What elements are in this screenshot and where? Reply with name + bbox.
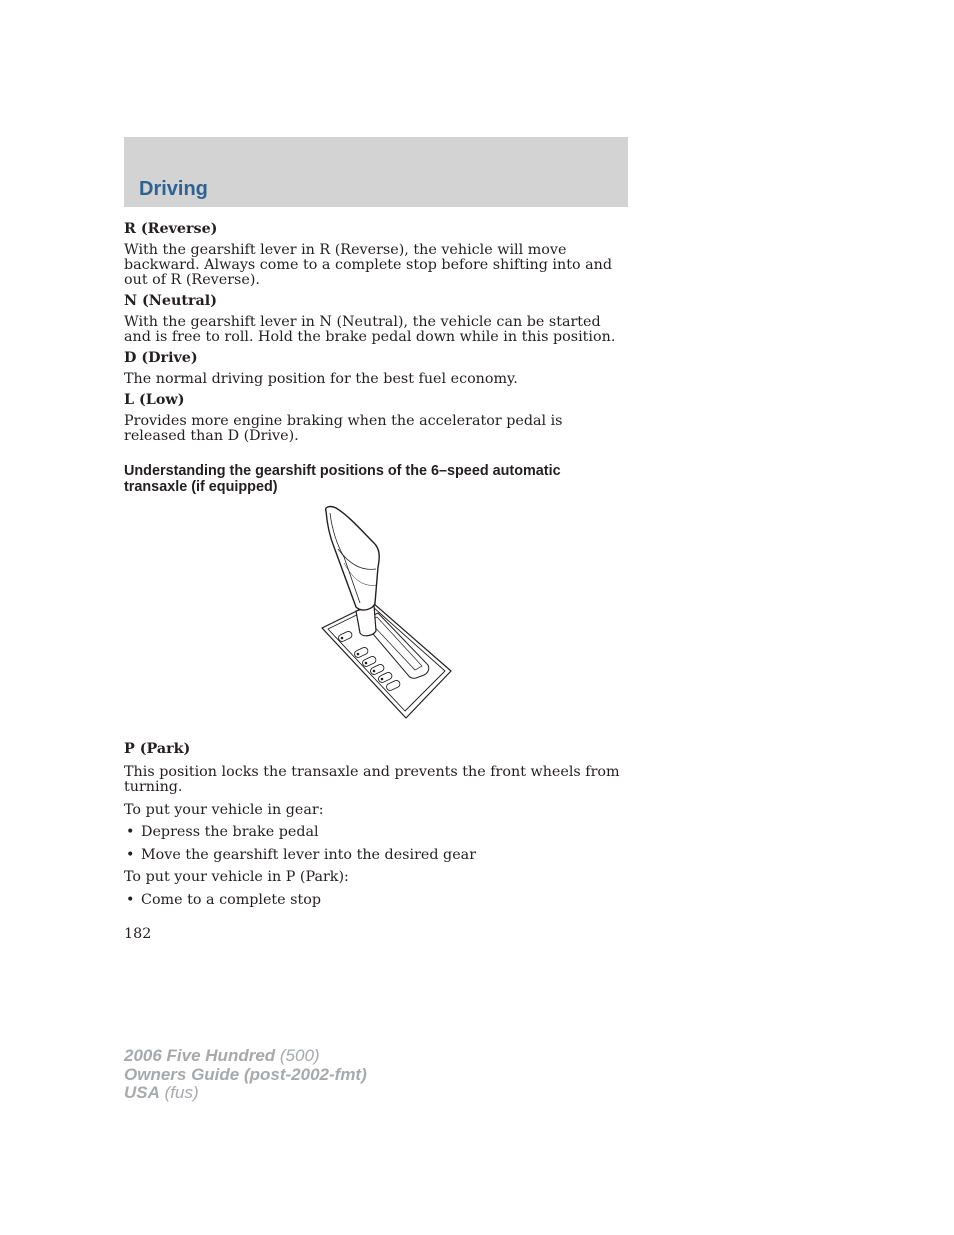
section-title: Driving [139, 178, 208, 200]
neutral-term: N (Neutral) [124, 293, 217, 309]
park-term: P (Park) [124, 741, 191, 757]
footer-line-1 [124, 1047, 367, 1066]
footer-market-code: (fus) [159, 1083, 199, 1102]
park-intro: To put your vehicle in P (Park): [124, 869, 349, 885]
footer-model-code: (500) [275, 1046, 320, 1065]
park-text: This position locks the transaxle and prevents the front wheels from turning. [124, 763, 620, 795]
reverse-text: With the gearshift lever in R (Reverse), the vehicle will move backward. Always come to a complete stop before shifting into and out of R (Reverse). [124, 242, 612, 288]
neutral-section [124, 294, 628, 345]
document-footer [124, 1047, 367, 1103]
bullet-mark: • [126, 891, 135, 908]
footer-line-3 [124, 1084, 367, 1103]
footer-market: USA [124, 1083, 160, 1102]
bullet-mark: • [126, 846, 135, 863]
footer-model: 2006 Five Hundred [124, 1046, 276, 1065]
low-section [124, 393, 628, 444]
reverse-section [124, 222, 628, 288]
drive-section [124, 351, 628, 387]
footer-line-2 [124, 1066, 367, 1085]
page-number: 182 [124, 926, 152, 942]
gear-intro: To put your vehicle in gear: [124, 801, 324, 818]
list-item [124, 893, 628, 909]
list-item-text: Come to a complete stop [141, 891, 322, 908]
list-item [124, 848, 628, 864]
section-header-band [124, 137, 628, 207]
list-item-text: Depress the brake pedal [141, 824, 319, 840]
main-content [124, 222, 628, 495]
low-term: L (Low) [124, 392, 185, 408]
gearshift-subheading: Understanding the gearshift positions of the 6–speed automatic transaxle (if equipped) [124, 463, 561, 495]
list-item-text: Move the gearshift lever into the desired gear [141, 846, 477, 863]
drive-term: D (Drive) [124, 350, 198, 366]
drive-text: The normal driving position for the best fuel economy. [124, 371, 518, 387]
reverse-term: R (Reverse) [124, 221, 218, 237]
bullet-mark: • [126, 824, 135, 840]
gearshift-lever-illustration [318, 503, 456, 721]
neutral-text: With the gearshift lever in N (Neutral), the vehicle can be started and is free to roll. Hold the brake pedal down while in this position. [124, 314, 616, 345]
low-text: Provides more engine braking when the accelerator pedal is released than D (Drive). [124, 413, 563, 444]
list-item [124, 825, 628, 841]
footer-guide-type: Owners Guide (post-2002-fmt) [124, 1064, 367, 1084]
park-section [124, 742, 628, 915]
